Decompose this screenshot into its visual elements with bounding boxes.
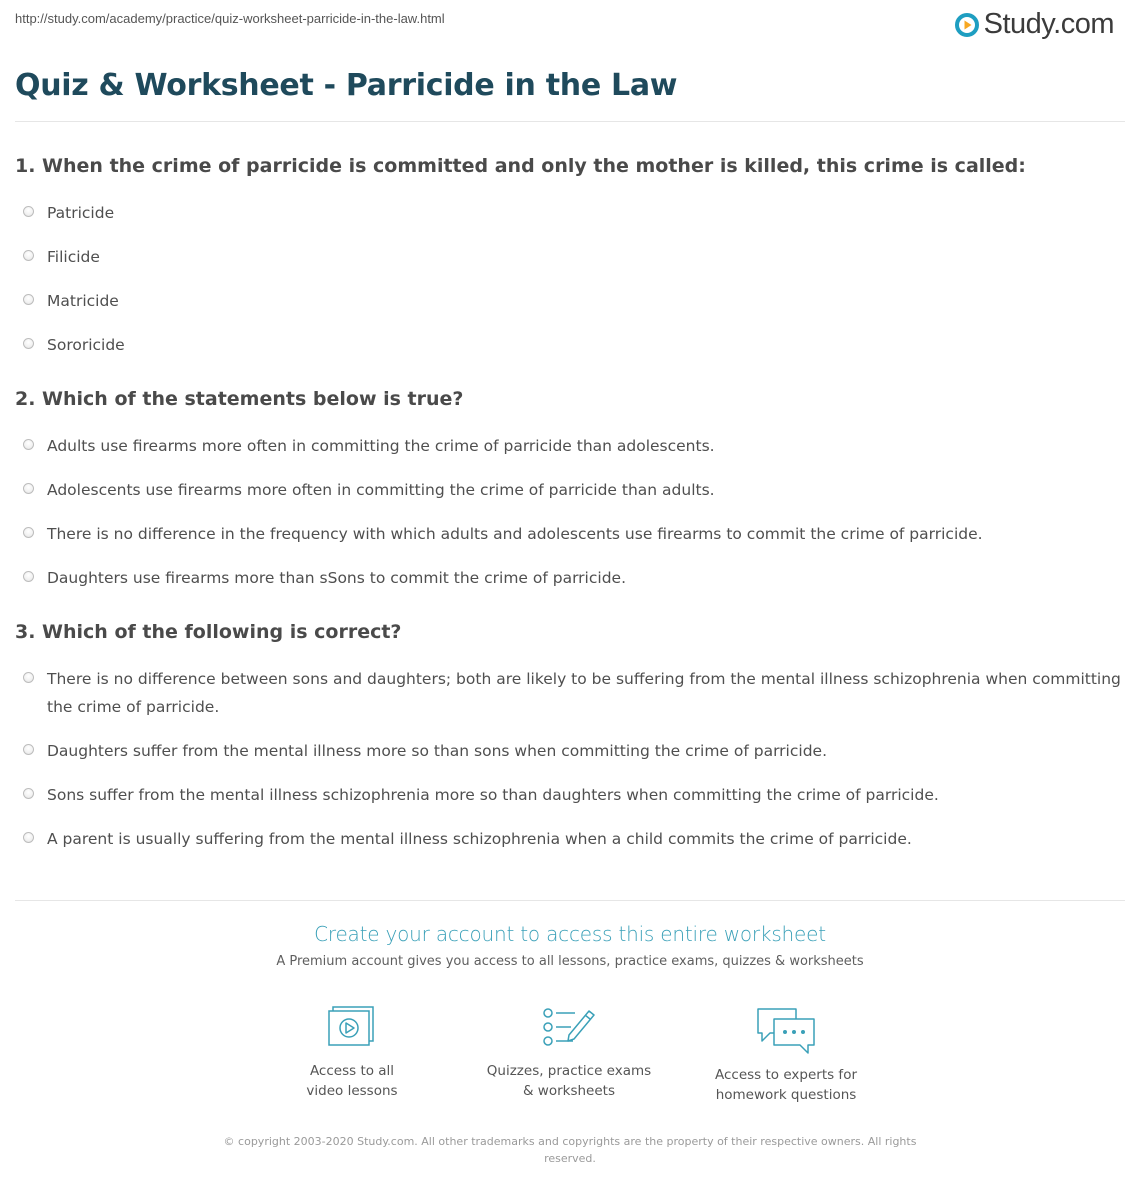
question-2 <box>15 385 1125 592</box>
quiz-checklist-icon <box>539 1005 599 1051</box>
radio-icon[interactable] <box>23 832 34 843</box>
feature-line-2: video lessons <box>306 1083 398 1099</box>
page-url[interactable]: http://study.com/academy/practice/quiz-worksheet-parricide-in-the-law.html <box>15 11 445 26</box>
option-label: Sons suffer from the mental illness schizophrenia more so than daughters when committing the crime of parricide. <box>47 786 939 804</box>
answer-option[interactable] <box>15 737 1125 765</box>
radio-icon[interactable] <box>23 672 34 683</box>
signup-cta <box>0 922 1140 969</box>
copyright-text: © copyright 2003-2020 Study.com. All other trademarks and copyrights are the property of their respective owners. All rights reserved. <box>223 1135 917 1165</box>
radio-icon[interactable] <box>23 571 34 582</box>
answer-option[interactable] <box>15 432 1125 460</box>
question-text: 3. Which of the following is correct? <box>15 621 402 643</box>
answer-option[interactable] <box>15 825 1125 853</box>
option-label: Adolescents use firearms more often in committing the crime of parricide than adults. <box>47 481 715 499</box>
title-divider <box>15 121 1125 122</box>
feature-video-lessons <box>252 1005 452 1101</box>
feature-line-2: homework questions <box>715 1087 857 1103</box>
page-title: Quiz & Worksheet - Parricide in the Law <box>15 68 678 103</box>
play-circle-icon <box>954 12 980 38</box>
radio-icon[interactable] <box>23 483 34 494</box>
logo-text: Study.com <box>983 8 1114 40</box>
feature-line-1: Access to experts for <box>714 1067 857 1083</box>
answer-option[interactable] <box>15 665 1125 721</box>
question-3 <box>15 618 1125 853</box>
answer-option[interactable] <box>15 331 1125 359</box>
answer-option[interactable] <box>15 199 1125 227</box>
cta-subtitle: A Premium account gives you access to all lessons, practice exams, quizzes & worksheets <box>276 954 864 969</box>
cta-divider <box>15 900 1125 901</box>
answer-option[interactable] <box>15 243 1125 271</box>
option-label: Daughters use firearms more than sSons to commit the crime of parricide. <box>47 569 626 587</box>
radio-icon[interactable] <box>23 294 34 305</box>
option-label: There is no difference in the frequency with which adults and adolescents use firearms to commit the crime of parricide. <box>47 525 983 543</box>
copyright-footer <box>0 1133 1140 1167</box>
question-1 <box>15 152 1125 359</box>
feature-line-1: Quizzes, practice exams <box>486 1063 652 1079</box>
option-label: Sororicide <box>47 336 125 354</box>
top-bar <box>0 0 1140 60</box>
answer-option[interactable] <box>15 476 1125 504</box>
feature-line-1: Access to all <box>309 1063 395 1079</box>
radio-icon[interactable] <box>23 788 34 799</box>
study-logo[interactable] <box>954 8 1114 41</box>
option-label: There is no difference between sons and daughters; both are likely to be suffering from the mental illness schizophrenia when committing the crime of parricide. <box>47 670 1121 716</box>
question-text: 1. When the crime of parricide is committed and only the mother is killed, this crime is called: <box>15 155 1026 177</box>
option-label: Adults use firearms more often in committing the crime of parricide than adolescents. <box>47 437 715 455</box>
option-label: Filicide <box>47 248 100 266</box>
cta-title[interactable]: Create your account to access this entire worksheet <box>314 922 826 946</box>
question-list <box>15 152 1125 879</box>
radio-icon[interactable] <box>23 744 34 755</box>
answer-option[interactable] <box>15 287 1125 315</box>
radio-icon[interactable] <box>23 338 34 349</box>
radio-icon[interactable] <box>23 527 34 538</box>
feature-list <box>0 1005 1140 1115</box>
radio-icon[interactable] <box>23 206 34 217</box>
answer-option[interactable] <box>15 564 1125 592</box>
answer-option[interactable] <box>15 781 1125 809</box>
option-label: Matricide <box>47 292 119 310</box>
feature-quizzes <box>469 1005 669 1101</box>
radio-icon[interactable] <box>23 439 34 450</box>
option-label: A parent is usually suffering from the mental illness schizophrenia when a child commits the crime of parricide. <box>47 830 912 848</box>
option-label: Daughters suffer from the mental illness more so than sons when committing the crime of parricide. <box>47 742 827 760</box>
chat-bubbles-icon <box>754 1005 818 1055</box>
feature-line-2: & worksheets <box>522 1083 615 1099</box>
video-lessons-icon <box>325 1005 379 1051</box>
feature-experts <box>686 1005 886 1105</box>
question-text: 2. Which of the statements below is true? <box>15 388 464 410</box>
answer-option[interactable] <box>15 520 1125 548</box>
option-label: Patricide <box>47 204 115 222</box>
radio-icon[interactable] <box>23 250 34 261</box>
